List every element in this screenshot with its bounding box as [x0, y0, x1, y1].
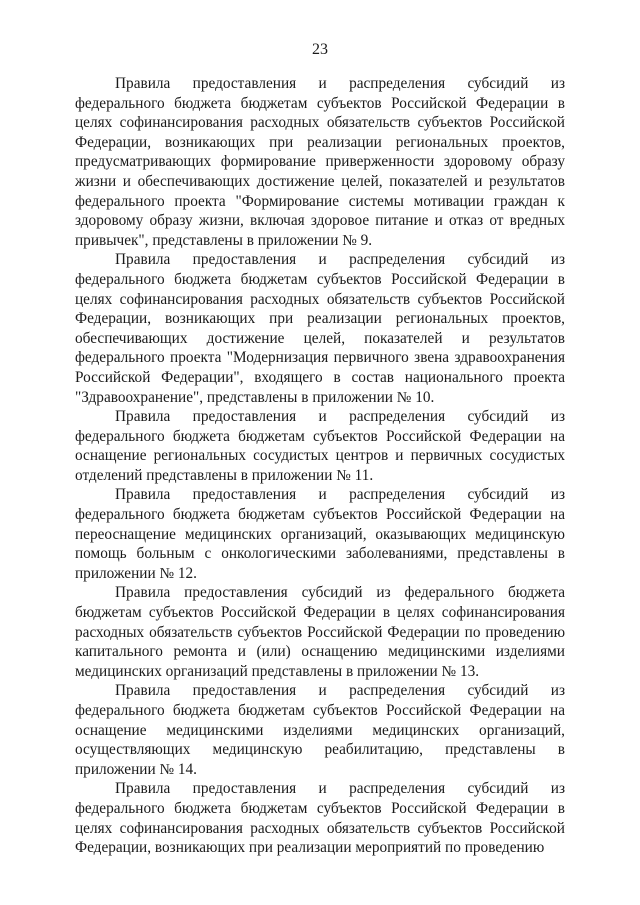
paragraph-appendix-11: Правила предоставления и распределения субсидий из федерального бюджета бюджетам субъектов Российской Федерации на оснащение региональных сосудистых центров и первичных сосудистых отделений представлены в приложении № 11. — [75, 408, 565, 484]
paragraph-appendix-13: Правила предоставления субсидий из федерального бюджета бюджетам субъектов Российской Федерации в целях софинансирования расходных обязательств субъектов Российской Федерации по проведению капитального ремонта и (или) оснащению медицинскими изделиями медицинских организаций представлены в приложении № 13. — [75, 584, 565, 680]
paragraph-appendix-14: Правила предоставления и распределения субсидий из федерального бюджета бюджетам субъектов Российской Федерации на оснащение медицинскими изделиями медицинских организаций, осуществляющих медицинскую реабилитацию, представлены в приложении № 14. — [75, 682, 565, 778]
paragraph-continued: Правила предоставления и распределения субсидий из федерального бюджета бюджетам субъектов Российской Федерации в целях софинансирования расходных обязательств субъектов Российской Федерации, возникающих при реализации мероприятий по проведению — [75, 780, 565, 857]
paragraph-appendix-9: Правила предоставления и распределения субсидий из федерального бюджета бюджетам субъектов Российской Федерации в целях софинансирования расходных обязательств субъектов Российской Федерации, возникающих при реализации региональных проектов, предусматривающих формирование приверженности здоровому образу жизни и обеспечивающих достижение целей, показателей и результатов федерального проекта "Формирование системы мотивации граждан к здоровому образу жизни, включая здоровое питание и отказ от вредных привычек", представлены в приложении № 9. — [75, 75, 565, 249]
page-number: 23 — [312, 41, 328, 58]
document-body — [75, 74, 565, 858]
paragraph-appendix-12: Правила предоставления и распределения субсидий из федерального бюджета бюджетам субъектов Российской Федерации на переоснащение медицинских организаций, оказывающих медицинскую помощь больным с онкологическими заболеваниями, представлены в приложении № 12. — [75, 486, 565, 582]
paragraph-appendix-10: Правила предоставления и распределения субсидий из федерального бюджета бюджетам субъектов Российской Федерации в целях софинансирования расходных обязательств субъектов Российской Федерации, возникающих при реализации региональных проектов, обеспечивающих достижение целей, показателей и результатов федерального проекта "Модернизация первичного звена здравоохранения Российской Федерации", входящего в состав национального проекта "Здравоохранение", представлены в приложении № 10. — [75, 251, 565, 406]
